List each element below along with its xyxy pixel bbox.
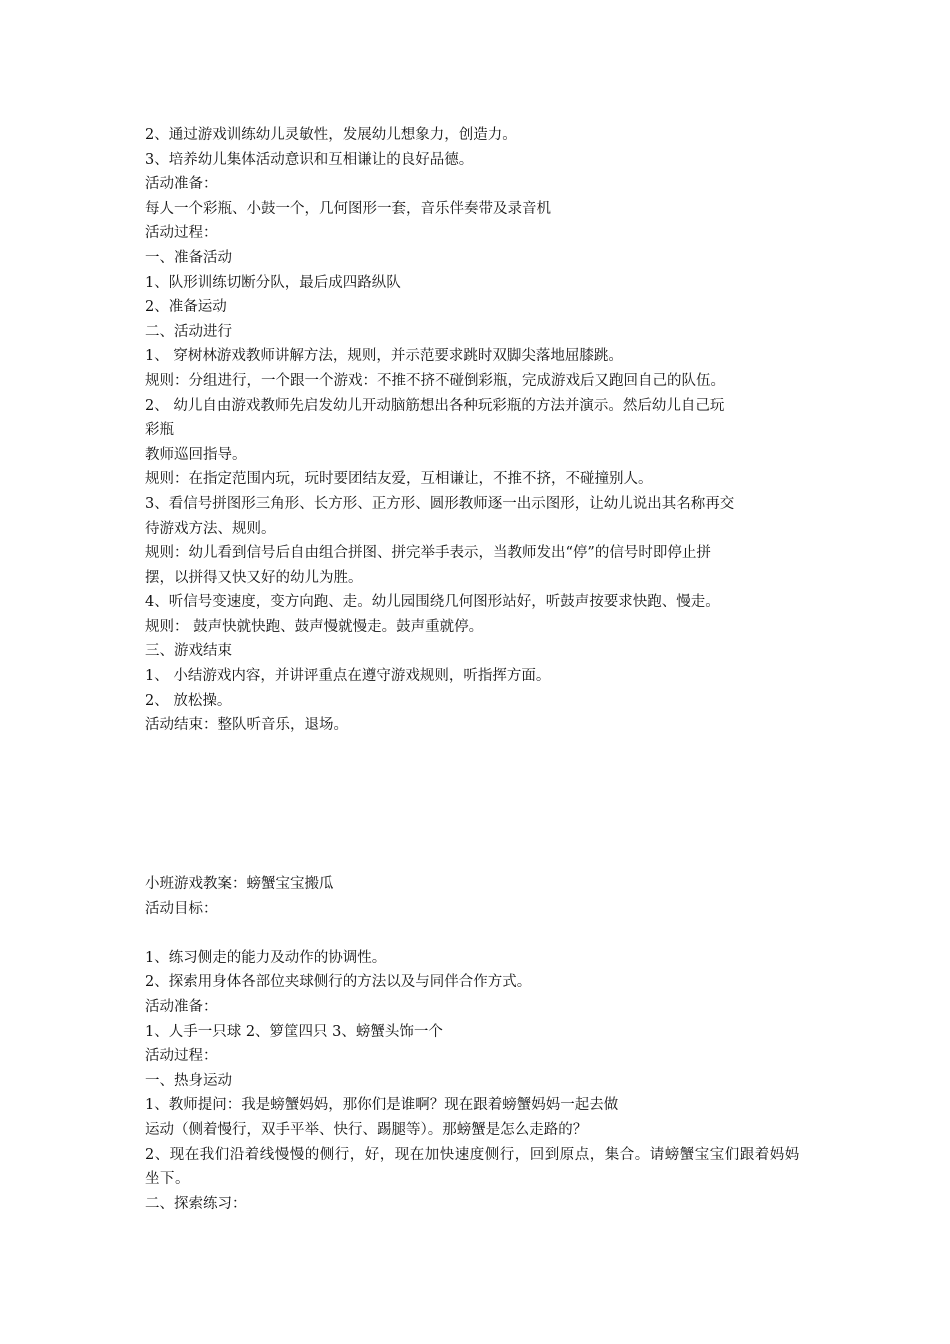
- text-line: 二、探索练习：: [145, 1195, 247, 1212]
- text-line: 2、通过游戏训练幼儿灵敏性，发展幼儿想象力，创造力。: [145, 127, 517, 143]
- text-line: 二、活动进行: [145, 323, 232, 340]
- lesson-title: 小班游戏教案：螃蟹宝宝搬瓜: [145, 876, 334, 892]
- text-line: 每人一个彩瓶、小鼓一个，几何图形一套，音乐伴奏带及录音机: [145, 200, 551, 217]
- text-line: 彩瓶: [145, 422, 174, 439]
- text-line: 1、教师提问：我是螃蟹妈妈，那你们是谁啊？现在跟着螃蟹妈妈一起去做: [145, 1097, 619, 1114]
- text-line: 教师巡回指导。: [145, 446, 247, 463]
- text-line: 活动结束：整队听音乐，退场。: [145, 717, 348, 734]
- section-heading: 活动准备：: [145, 176, 218, 193]
- text-line: 1、 小结游戏内容，并讲评重点在遵守游戏规则，听指挥方面。: [145, 668, 551, 685]
- section-heading: 活动过程：: [145, 1048, 218, 1065]
- text-line: 待游戏方法、规则。: [145, 520, 276, 537]
- text-paragraph: 2、现在我们沿着线慢慢的侧行，好，现在加快速度侧行，回到原点，集合。请螃蟹宝宝们跟着妈妈坐下。: [145, 1146, 800, 1188]
- text-line: 3、看信号拼图形三角形、长方形、正方形、圆形教师逐一出示图形，让幼儿说出其名称再交: [145, 495, 735, 512]
- text-line: 一、热身运动: [145, 1072, 232, 1089]
- text-line: 摆，以拼得又快又好的幼儿为胜。: [145, 569, 363, 586]
- text-line: 规则：在指定范围内玩，玩时要团结友爱，互相谦让，不推不挤，不碰撞别人。: [145, 471, 653, 488]
- text-line: 4、听信号变速度，变方向跑、走。幼儿园围绕几何图形站好，听鼓声按要求快跑、慢走。: [145, 594, 720, 611]
- text-line: 1、练习侧走的能力及动作的协调性。: [145, 949, 387, 966]
- text-line: 2、 幼儿自由游戏教师先启发幼儿开动脑筋想出各种玩彩瓶的方法并演示。然后幼儿自己玩: [145, 397, 725, 414]
- text-line: 3、培养幼儿集体活动意识和互相谦让的良好品德。: [145, 151, 474, 168]
- text-line: 运动（侧着慢行，双手平举、快行、踢腿等）。那螃蟹是怎么走路的？: [145, 1121, 588, 1138]
- section-heading: 活动目标：: [145, 900, 218, 917]
- text-line: 2、准备运动: [145, 299, 227, 316]
- text-line: 一、准备活动: [145, 249, 232, 266]
- text-line: 规则： 鼓声快就快跑、鼓声慢就慢走。鼓声重就停。: [145, 618, 484, 635]
- text-line: 1、 穿树林游戏教师讲解方法，规则，并示范要求跳时双脚尖落地屈膝跳。: [145, 348, 623, 365]
- lesson-plan-part-1: [145, 123, 813, 738]
- text-line: 规则：幼儿看到信号后自由组合拼图、拼完举手表示，当教师发出“停”的信号时即停止拼: [145, 545, 711, 562]
- text-line: 1、队形训练切断分队，最后成四路纵队: [145, 274, 401, 291]
- text-line: 规则：分组进行，一个跟一个游戏：不推不挤不碰倒彩瓶，完成游戏后又跑回自己的队伍。: [145, 372, 725, 389]
- lesson-plan-part-2: [145, 872, 813, 1216]
- section-heading: 活动过程：: [145, 225, 218, 242]
- text-line: 2、 放松操。: [145, 692, 232, 709]
- blank-line: [145, 921, 813, 946]
- text-line: 三、游戏结束: [145, 643, 232, 660]
- text-line: 2、探索用身体各部位夹球侧行的方法以及与同伴合作方式。: [145, 974, 532, 991]
- section-heading: 活动准备：: [145, 998, 218, 1015]
- text-line: 1、人手一只球 2、箩筐四只 3、螃蟹头饰一个: [145, 1023, 443, 1040]
